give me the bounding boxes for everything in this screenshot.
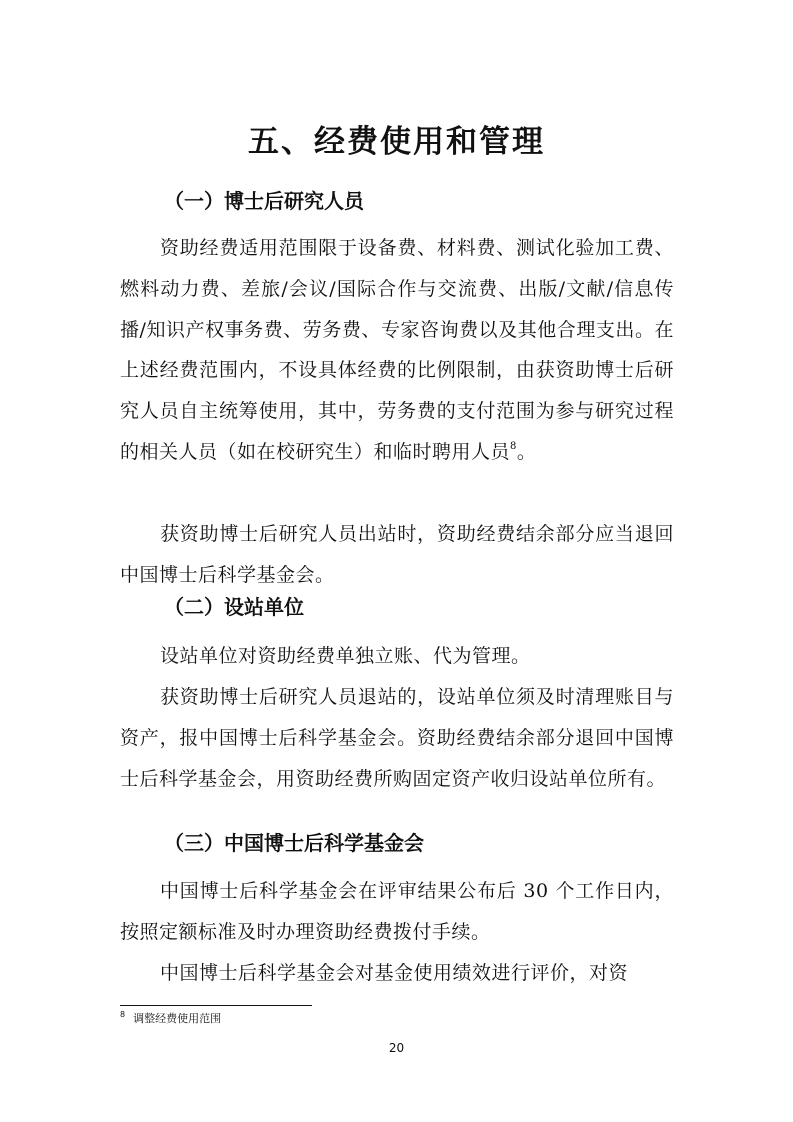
- footnote: [120, 1011, 221, 1027]
- section-heading-1: （一）博士后研究人员: [164, 189, 364, 213]
- section-3-paragraph-1: 中国博士后科学基金会在评审结果公布后 30 个工作日内，按照定额标准及时办理资助经费拨付手续。: [120, 880, 674, 943]
- paragraph-end: 。: [516, 440, 537, 463]
- footnote-divider: [120, 1005, 312, 1006]
- section-2-paragraph-2: 获资助博士后研究人员退站的，设站单位须及时清理账目与资产，报中国博士后科学基金会。资助经费结余部分退回中国博士后科学基金会，用资助经费所购固定资产收归设站单位所有。: [120, 686, 674, 790]
- footnote-ref[interactable]: 8: [510, 440, 517, 452]
- footnote-number: 8: [120, 1010, 126, 1019]
- paragraph-text: 资助经费适用范围限于设备费、材料费、测试化验加工费、燃料动力费、差旅/会议/国际合作与交流费、出版/文献/信息传播/知识产权事务费、劳务费、专家咨询费以及其他合理支出。在上述经费范围内，不设具体经费的比例限制，由获资助博士后研究人员自主统筹使用，其中，劳务费的支付范围为参与研究过程的相关人员（如在校研究生）和临时聘用人员: [120, 237, 674, 463]
- page-number: 20: [388, 1041, 405, 1055]
- section-2-paragraph-1: 设站单位对资助经费单独立账、代为管理。: [160, 645, 531, 667]
- section-heading-2: （二）设站单位: [164, 595, 304, 619]
- page-title: 五、经费使用和管理: [248, 124, 545, 160]
- section-3-paragraph-2: 中国博士后科学基金会对基金使用绩效进行评价，对资: [160, 962, 629, 984]
- section-heading-3: （三）中国博士后科学基金会: [164, 831, 424, 855]
- section-1-paragraph-2: 获资助博士后研究人员出站时，资助经费结余部分应当退回中国博士后科学基金会。: [120, 523, 674, 586]
- section-1-paragraph-1: [120, 228, 674, 473]
- footnote-text: 调整经费使用范围: [133, 1012, 222, 1025]
